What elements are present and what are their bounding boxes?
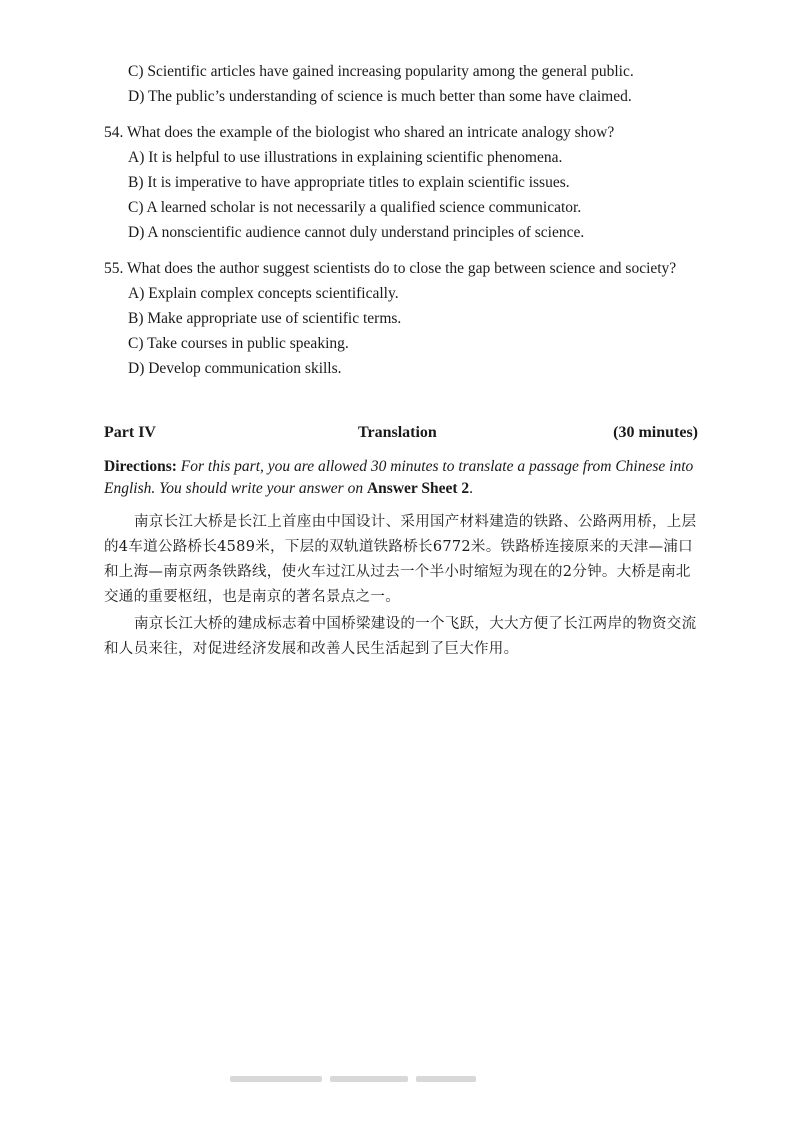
- q55-option-d: D) Develop communication skills.: [128, 360, 342, 377]
- q54-option-d: D) A nonscientific audience cannot duly understand principles of science.: [128, 224, 585, 241]
- part-label: Part IV: [104, 424, 156, 441]
- q53-option-d: D) The public’s understanding of science is much better than some have claimed.: [128, 88, 632, 105]
- q54-option-b: B) It is imperative to have appropriate titles to explain scientific issues.: [128, 174, 570, 191]
- part-header: [104, 424, 698, 446]
- q54-option-c: C) A learned scholar is not necessarily a qualified science communicator.: [128, 199, 582, 216]
- q54-stem: 54. What does the example of the biologist who shared an intricate analogy show?: [104, 124, 615, 141]
- section-title: Translation: [358, 424, 437, 441]
- directions-label: Directions:: [104, 458, 177, 475]
- time-limit: (30 minutes): [613, 424, 698, 441]
- q55-option-b: B) Make appropriate use of scientific terms.: [128, 310, 402, 327]
- q55-stem: 55. What does the author suggest scientists do to close the gap between science and society?: [104, 260, 677, 277]
- q53-option-c: C) Scientific articles have gained increasing popularity among the general public.: [128, 63, 634, 80]
- answer-sheet-ref: Answer Sheet 2: [366, 480, 470, 497]
- q55-option-c: C) Take courses in public speaking.: [128, 335, 349, 352]
- directions-text: For this part, you are allowed 30 minutes to translate a passage from Chinese into English. You should write your answer on: [104, 458, 694, 497]
- directions-end: .: [469, 480, 474, 497]
- q55-option-a: A) Explain complex concepts scientifically.: [128, 285, 399, 302]
- passage-paragraph-2: 南京长江大桥的建成标志着中国桥梁建设的一个飞跃，大大方便了长江两岸的物资交流和人员来往，对促进经济发展和改善人民生活起到了巨大作用。: [104, 616, 697, 657]
- q54-option-a: A) It is helpful to use illustrations in explaining scientific phenomena.: [128, 149, 563, 166]
- directions: [104, 456, 704, 500]
- page-footer-blurred: [230, 1076, 510, 1084]
- passage-paragraph-1: 南京长江大桥是长江上首座由中国设计、采用国产材料建造的铁路、公路两用桥，上层的4车道公路桥长4589米，下层的双轨道铁路桥长6772米。铁路桥连接原来的天津—浦口和上海—南京两条铁路线，使火车过江从过去一个半小时缩短为现在的2分钟。大桥是南北交通的重要枢纽，也是南京的著名景点之一。: [104, 514, 697, 605]
